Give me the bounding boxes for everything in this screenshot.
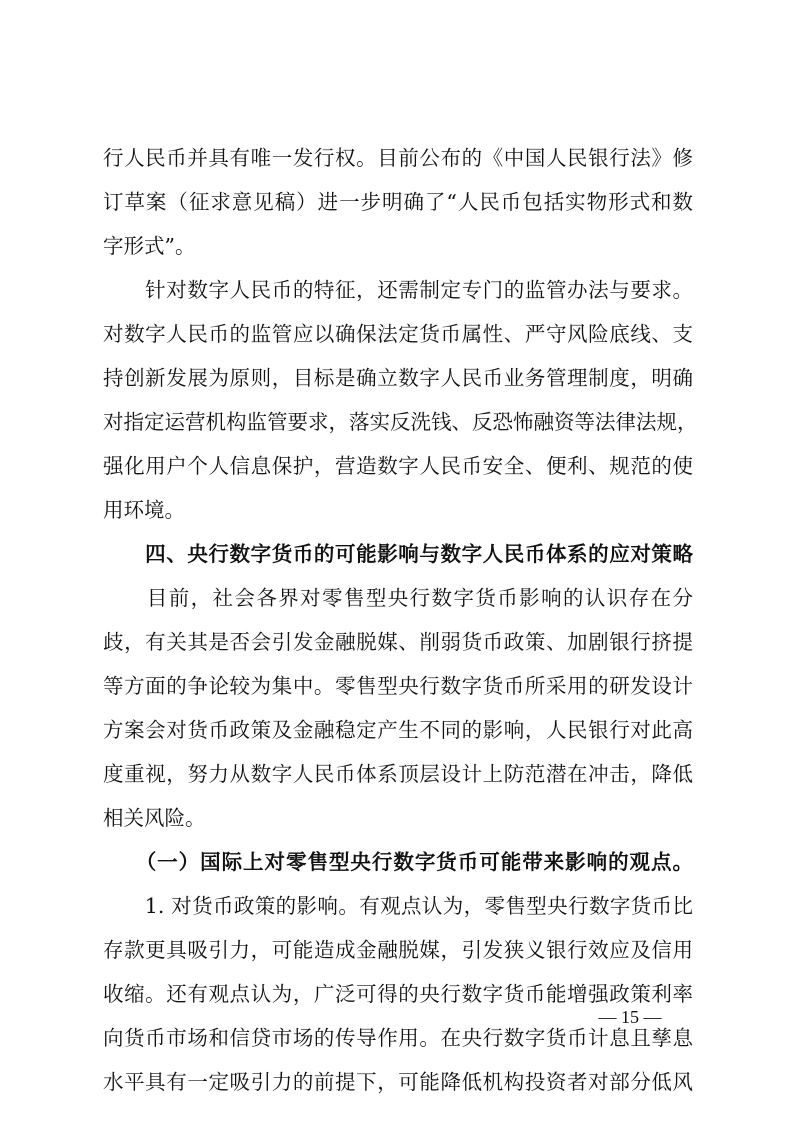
text-line: 用环境。: [103, 498, 185, 522]
page-number: — 15 —: [598, 1007, 662, 1027]
text-line: 持创新发展为原则，目标是确立数字人民币业务管理制度，明确: [103, 366, 693, 390]
text-line: 针对数字人民币的特征，还需制定专门的监管办法与要求。: [103, 278, 693, 302]
text-line: 字形式”。: [103, 234, 196, 258]
text-line: 相关风险。: [103, 806, 206, 830]
text-line: 向货币市场和信贷市场的传导作用。在央行数字货币计息且孳息: [103, 1026, 693, 1050]
text-line: 度重视，努力从数字人民币体系顶层设计上防范潜在冲击，降低: [103, 762, 693, 786]
text-line: 等方面的争论较为集中。零售型央行数字货币所采用的研发设计: [103, 674, 693, 698]
text-line: 目前，社会各界对零售型央行数字货币影响的认识存在分: [103, 586, 693, 610]
text-line: 对数字人民币的监管应以确保法定货币属性、严守风险底线、支: [103, 322, 693, 346]
text-line: 歧，有关其是否会引发金融脱媒、削弱货币政策、加剧银行挤提: [103, 630, 693, 654]
text-line: 对指定运营机构监管要求，落实反洗钱、反恐怖融资等法律法规，: [103, 410, 698, 434]
text-line: 行人民币并具有唯一发行权。目前公布的《中国人民银行法》修: [103, 146, 693, 170]
text-line: 收缩。还有观点认为，广泛可得的央行数字货币能增强政策利率: [103, 982, 693, 1006]
text-line: 存款更具吸引力，可能造成金融脱媒，引发狭义银行效应及信用: [103, 938, 693, 962]
subsection-heading: （一）国际上对零售型央行数字货币可能带来影响的观点。: [103, 850, 693, 874]
text-line: 强化用户个人信息保护，营造数字人民币安全、便利、规范的使: [103, 454, 693, 478]
text-line: 订草案（征求意见稿）进一步明确了“人民币包括实物形式和数: [103, 190, 693, 214]
text-line: 水平具有一定吸引力的前提下，可能降低机构投资者对部分低风: [103, 1070, 693, 1094]
text-line: 1. 对货币政策的影响。有观点认为，零售型央行数字货币比: [103, 894, 693, 918]
section-heading: 四、央行数字货币的可能影响与数字人民币体系的应对策略: [103, 542, 693, 566]
text-line: 方案会对货币政策及金融稳定产生不同的影响，人民银行对此高: [103, 718, 693, 742]
